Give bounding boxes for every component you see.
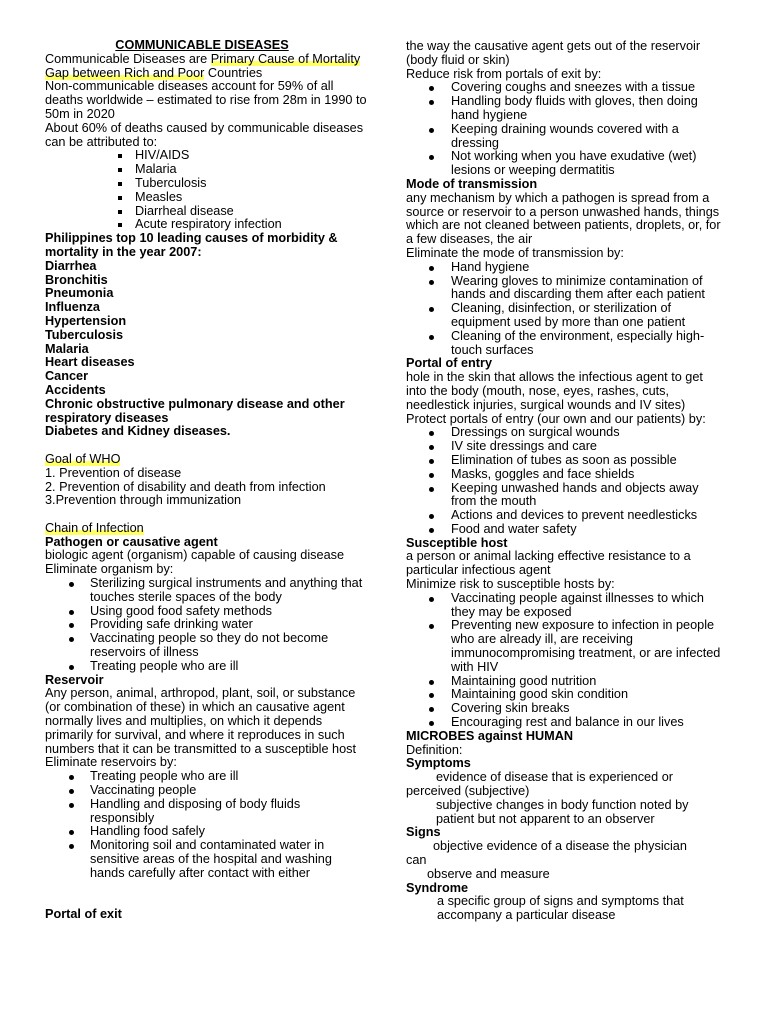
reservoir-list <box>45 770 367 880</box>
list-item: Monitoring soil and contaminated water in sensitive areas of the hospital and washing hands carefully after contact with either <box>45 839 367 880</box>
list-item: 3.Prevention through immunization <box>45 493 242 508</box>
list-item: Pneumonia <box>45 286 114 301</box>
exit-definition: the way the causative agent gets out of the reservoir (body fluid or skin) <box>406 39 701 67</box>
signs-line-3: observe and measure <box>427 866 550 881</box>
mode-definition: any mechanism by which a pathogen is spread from a source or reservoir to a person unwashed hands, things which are not cleaned between patients, droplets, or, for a few diseases, the air <box>406 190 721 247</box>
document-title: COMMUNICABLE DISEASES <box>115 38 289 52</box>
entry-list <box>406 426 726 536</box>
signs-heading: Signs <box>406 825 441 840</box>
mode-heading: Mode of transmission <box>406 176 538 191</box>
list-item: 1. Prevention of disease <box>45 465 182 480</box>
list-item: Diarrhea <box>45 258 97 273</box>
list-item: Wearing gloves to minimize contamination of hands and discarding them after each patient <box>406 275 726 303</box>
list-item: Cancer <box>45 369 89 384</box>
definition-label: Definition: <box>406 742 463 757</box>
who-heading: Goal of WHO <box>45 451 121 466</box>
list-item: Keeping unwashed hands and objects away from the mouth <box>406 482 726 510</box>
list-item: Elimination of tubes as soon as possible <box>406 454 726 468</box>
syndrome-definition: a specific group of signs and symptoms that accompany a particular disease <box>437 894 684 923</box>
symptoms-sub: subjective changes in body function noted by patient but not apparent to an observer <box>436 797 689 826</box>
host-definition: a person or animal lacking effective resistance to a particular infectious agent <box>406 549 691 578</box>
list-item: Food and water safety <box>406 523 726 537</box>
list-item: Cleaning, disinfection, or sterilization of equipment used by more than one patient <box>406 302 726 330</box>
symptoms-heading: Symptoms <box>406 756 471 771</box>
list-item: Vaccinating people so they do not become reservoirs of illness <box>45 632 367 660</box>
list-item: Diarrheal disease <box>45 205 367 219</box>
list-item: Actions and devices to prevent needlesticks <box>406 509 726 523</box>
list-item: Dressings on surgical wounds <box>406 426 726 440</box>
list-item: Acute respiratory infection <box>45 218 367 232</box>
list-item: Malaria <box>45 163 367 177</box>
who-goals <box>45 467 367 508</box>
list-item: Covering coughs and sneezes with a tissue <box>406 81 726 95</box>
list-item: Treating people who are ill <box>45 660 367 674</box>
host-list <box>406 592 726 730</box>
list-item: Using good food safety methods <box>45 605 367 619</box>
list-item: Hand hygiene <box>406 261 726 275</box>
symptoms-line-1: evidence of disease that is experienced or <box>436 770 673 785</box>
microbes-heading: MICROBES against HUMAN <box>406 728 574 743</box>
list-item: Maintaining good skin condition <box>406 688 726 702</box>
list-item: Diabetes and Kidney diseases. <box>45 424 231 439</box>
attribution-paragraph: About 60% of deaths caused by communicable diseases can be attributed to: <box>45 120 364 149</box>
disease-list <box>45 149 367 232</box>
list-item: Vaccinating people against illnesses to which they may be exposed <box>406 592 726 620</box>
list-item: Vaccinating people <box>45 784 367 798</box>
exit-reduce-label: Reduce risk from portals of exit by: <box>406 66 602 81</box>
list-item: Covering skin breaks <box>406 702 726 716</box>
list-item: Accidents <box>45 382 106 397</box>
host-heading: Susceptible host <box>406 535 508 550</box>
list-item: 2. Prevention of disability and death from infection <box>45 479 326 494</box>
list-item: Tuberculosis <box>45 327 124 342</box>
list-item: Not working when you have exudative (wet) lesions or weeping dermatitis <box>406 150 726 178</box>
pathogen-definition: biologic agent (organism) capable of causing disease <box>45 548 345 563</box>
entry-protect-label: Protect portals of entry (our own and our patients) by: <box>406 411 706 426</box>
list-item: Hypertension <box>45 313 127 328</box>
signs-line-1: objective evidence of a disease the physician <box>433 839 687 854</box>
reservoir-heading: Reservoir <box>45 672 104 687</box>
list-item: Measles <box>45 191 367 205</box>
reservoir-eliminate-label: Eliminate reservoirs by: <box>45 755 177 770</box>
left-column <box>45 39 367 922</box>
list-item: Preventing new exposure to infection in people who are already ill, are receiving immunocompromising treatment, or are infected with HIV <box>406 619 726 674</box>
exit-heading: Portal of exit <box>45 907 122 922</box>
list-item: Malaria <box>45 341 89 356</box>
intro-text: Communicable Diseases are <box>45 51 211 66</box>
exit-list <box>406 81 726 178</box>
list-item: Bronchitis <box>45 272 108 287</box>
list-item: Handling and disposing of body fluids responsibly <box>45 798 367 826</box>
intro-highlight: Primary Cause of Mortality Gap between Rich and Poor <box>45 51 361 80</box>
pathogen-list <box>45 577 367 674</box>
entry-heading: Portal of entry <box>406 356 493 371</box>
intro-paragraph <box>45 53 367 81</box>
mode-eliminate-label: Eliminate the mode of transmission by: <box>406 245 624 260</box>
list-item: Sterilizing surgical instruments and anything that touches sterile spaces of the body <box>45 577 367 605</box>
entry-definition: hole in the skin that allows the infectious agent to get into the body (mouth, nose, eyes, rashes, cuts, needlestick injuries, surgical wounds and IV sites) <box>406 370 703 412</box>
host-minimize-label: Minimize risk to susceptible hosts by: <box>406 577 615 592</box>
chain-heading: Chain of Infection <box>45 520 144 535</box>
list-item: Providing safe drinking water <box>45 618 367 632</box>
list-item: Heart diseases <box>45 355 135 370</box>
list-item: Maintaining good nutrition <box>406 675 726 689</box>
philippines-heading: Philippines top 10 leading causes of morbidity & mortality in the year 2007: <box>45 231 338 259</box>
list-item: Handling food safely <box>45 825 367 839</box>
list-item: Encouraging rest and balance in our lives <box>406 716 726 730</box>
philippines-causes <box>45 260 367 439</box>
list-item: Influenza <box>45 300 100 315</box>
list-item: Cleaning of the environment, especially high-touch surfaces <box>406 330 726 358</box>
list-item: HIV/AIDS <box>45 149 367 163</box>
list-item: IV site dressings and care <box>406 440 726 454</box>
list-item: Tuberculosis <box>45 177 367 191</box>
signs-line-2: can <box>406 853 427 868</box>
mode-list <box>406 261 726 358</box>
list-item: Masks, goggles and face shields <box>406 468 726 482</box>
reservoir-definition: Any person, animal, arthropod, plant, soil, or substance (or combination of these) in which an causative agent normally lives and multiplies, on which it depends primarily for survival, and where it reproduces in such numbers that it can be transmitted to a susceptible host <box>45 686 357 756</box>
syndrome-heading: Syndrome <box>406 880 469 895</box>
ncd-paragraph: Non-communicable diseases account for 59% of all deaths worldwide – estimated to rise from 28m in 1990 to 50m in 2020 <box>45 79 367 121</box>
list-item: Treating people who are ill <box>45 770 367 784</box>
list-item: Chronic obstructive pulmonary disease and other respiratory diseases <box>45 396 345 425</box>
symptoms-line-2: perceived (subjective) <box>406 784 530 799</box>
pathogen-eliminate-label: Eliminate organism by: <box>45 562 174 577</box>
list-item: Handling body fluids with gloves, then doing hand hygiene <box>406 95 726 123</box>
intro-text-end: Countries <box>204 65 263 80</box>
pathogen-heading: Pathogen or causative agent <box>45 534 218 549</box>
right-column <box>406 40 726 923</box>
list-item: Keeping draining wounds covered with a dressing <box>406 123 726 151</box>
